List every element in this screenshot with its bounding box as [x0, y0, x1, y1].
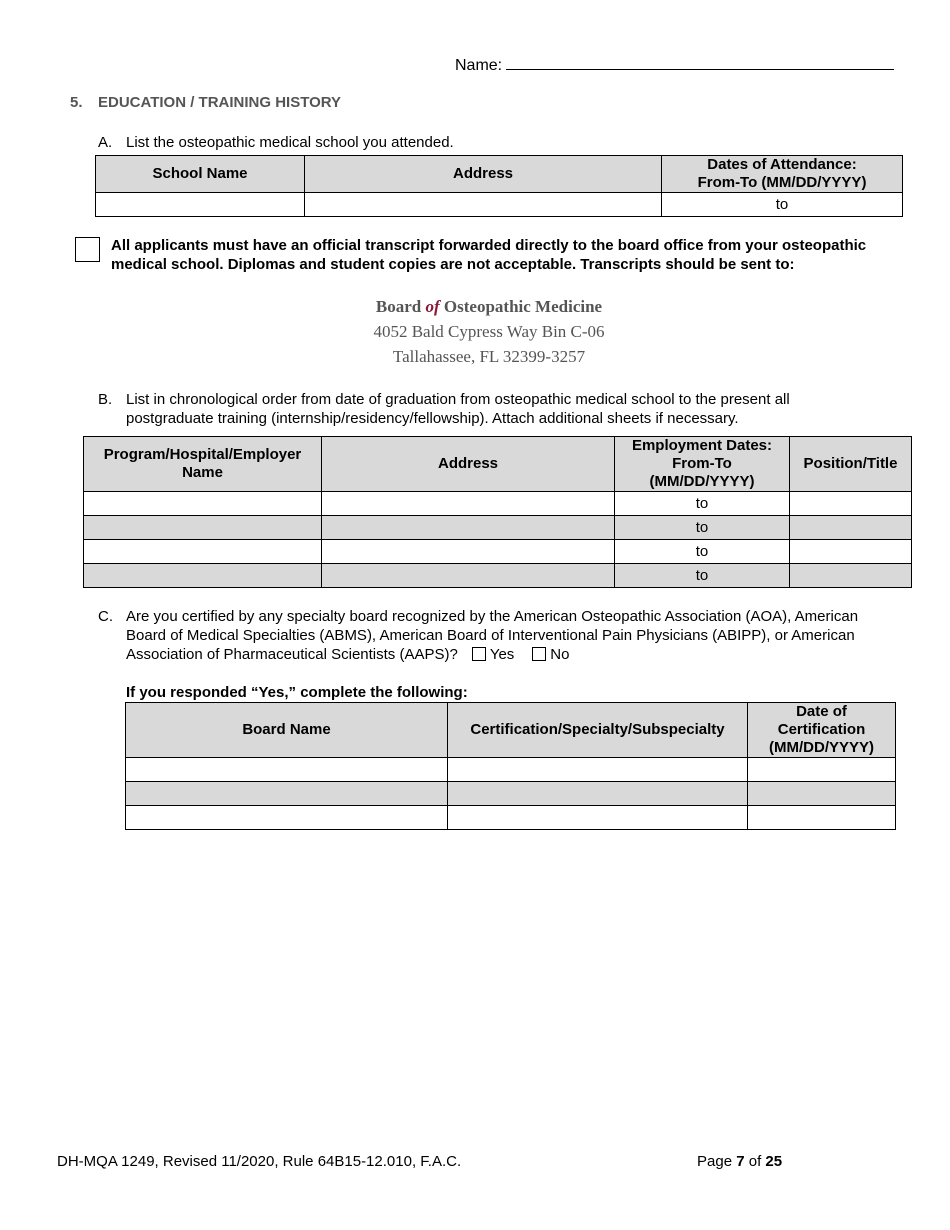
part-a-instruction: [98, 133, 918, 153]
section-number: 5.: [70, 94, 83, 111]
dates-cell[interactable]: to: [615, 516, 790, 540]
employment-header-line3: (MM/DD/YYYY): [649, 473, 755, 490]
board-word: Board: [375, 297, 422, 316]
program-header-line2: Name: [182, 464, 223, 481]
program-header-line1: Program/Hospital/Employer: [103, 446, 302, 463]
address-line-2: 4052 Bald Cypress Way Bin C-06: [373, 322, 605, 341]
table-row: [126, 758, 896, 782]
certification-cell[interactable]: [448, 758, 748, 782]
dates-attendance-header: [662, 156, 903, 193]
of-word: of: [748, 1153, 762, 1170]
cert-date-cell[interactable]: [748, 758, 896, 782]
training-address-header: Address: [322, 437, 615, 492]
part-b-instruction: [98, 390, 918, 430]
program-header: [84, 437, 322, 492]
part-a-text: List the osteopathic medical school you attended.: [126, 134, 454, 151]
board-subject: Osteopathic Medicine: [443, 297, 603, 316]
employment-header-line2: From-To: [672, 455, 732, 472]
school-name-header: School Name: [96, 156, 305, 193]
program-cell[interactable]: [84, 492, 322, 516]
name-input-line[interactable]: [506, 55, 894, 70]
employment-header-line1: Employment Dates:: [631, 437, 773, 454]
part-c-line2: Board of Medical Specialties (ABMS), American Board of Interventional Pain Physicians (ABIPP), or American: [126, 627, 855, 644]
yes-label: Yes: [489, 646, 515, 663]
dates-header-line1: Dates of Attendance:: [707, 156, 857, 173]
page-total: 25: [765, 1153, 783, 1170]
position-header: Position/Title: [790, 437, 912, 492]
table-row: [126, 782, 896, 806]
certification-date-header: [748, 703, 896, 758]
part-b-line2: postgraduate training (internship/residency/fellowship). Attach additional sheets if necessary.: [126, 410, 739, 427]
position-cell[interactable]: [790, 492, 912, 516]
certification-table: [125, 702, 896, 830]
part-c-question: [98, 607, 918, 667]
certification-cell[interactable]: [448, 806, 748, 830]
cert-date-line3: (MM/DD/YYYY): [769, 739, 874, 756]
address-cell[interactable]: [322, 516, 615, 540]
address-cell[interactable]: [322, 564, 615, 588]
page-number: 7: [736, 1153, 745, 1170]
part-a-label: A.: [98, 134, 113, 151]
part-c-label: C.: [98, 608, 113, 625]
table-row: [84, 564, 912, 588]
dates-cell[interactable]: to: [615, 540, 790, 564]
of-word: of: [425, 297, 440, 316]
certification-header: Certification/Specialty/Subspecialty: [448, 703, 748, 758]
program-cell[interactable]: [84, 540, 322, 564]
dates-cell[interactable]: to: [615, 564, 790, 588]
address-line-3: Tallahassee, FL 32399-3257: [392, 347, 586, 366]
transcript-notice: All applicants must have an official transcript forwarded directly to the board office from your osteopathic medical school. Diplomas and student copies are not acceptable. Transcripts should be sent to:: [111, 237, 867, 273]
yes-checkbox[interactable]: [472, 647, 486, 661]
position-cell[interactable]: [790, 564, 912, 588]
table-row: [84, 492, 912, 516]
table-row: [84, 540, 912, 564]
no-label: No: [550, 646, 570, 663]
name-label: Name:: [455, 57, 503, 74]
page-indicator: [697, 1153, 782, 1170]
employment-dates-header: [615, 437, 790, 492]
section-heading: EDUCATION / TRAINING HISTORY: [98, 94, 342, 111]
dates-cell[interactable]: to: [615, 492, 790, 516]
cert-date-line2: Certification: [777, 721, 866, 738]
part-c-line3-text: Association of Pharmaceutical Scientists (AAPS)?: [126, 646, 458, 663]
cert-date-cell[interactable]: [748, 782, 896, 806]
address-cell[interactable]: [322, 492, 615, 516]
part-c-line1: Are you certified by any specialty board recognized by the American Osteopathic Association (AOA), American: [126, 608, 859, 625]
cert-date-cell[interactable]: [748, 806, 896, 830]
name-field: [455, 55, 894, 75]
school-address-header: Address: [305, 156, 662, 193]
dates-cell[interactable]: to: [662, 193, 903, 217]
program-cell[interactable]: [84, 516, 322, 540]
program-cell[interactable]: [84, 564, 322, 588]
table-row: [84, 516, 912, 540]
school-address-cell[interactable]: [305, 193, 662, 217]
table-row: [126, 806, 896, 830]
page-word: Page: [697, 1153, 733, 1170]
no-checkbox[interactable]: [532, 647, 546, 661]
school-name-cell[interactable]: [96, 193, 305, 217]
transcript-checkbox[interactable]: [75, 237, 100, 262]
board-name-cell[interactable]: [126, 806, 448, 830]
board-name-cell[interactable]: [126, 782, 448, 806]
position-cell[interactable]: [790, 516, 912, 540]
certification-cell[interactable]: [448, 782, 748, 806]
school-table: [95, 155, 903, 217]
training-table: [83, 436, 912, 588]
form-identifier: DH-MQA 1249, Revised 11/2020, Rule 64B15-12.010, F.A.C.: [57, 1153, 462, 1170]
if-yes-instruction: If you responded “Yes,” complete the following:: [126, 684, 468, 701]
board-address: [0, 294, 950, 369]
table-row: [96, 193, 903, 217]
part-b-label: B.: [98, 391, 113, 408]
section-title: [70, 94, 341, 111]
part-b-line1: List in chronological order from date of graduation from osteopathic medical school to the present all: [126, 391, 790, 408]
dates-header-line2: From-To (MM/DD/YYYY): [697, 174, 867, 191]
board-name: [0, 294, 950, 319]
cert-date-line1: Date of: [796, 703, 847, 720]
position-cell[interactable]: [790, 540, 912, 564]
board-name-cell[interactable]: [126, 758, 448, 782]
board-name-header: Board Name: [126, 703, 448, 758]
part-c-line3: [126, 645, 569, 664]
address-cell[interactable]: [322, 540, 615, 564]
